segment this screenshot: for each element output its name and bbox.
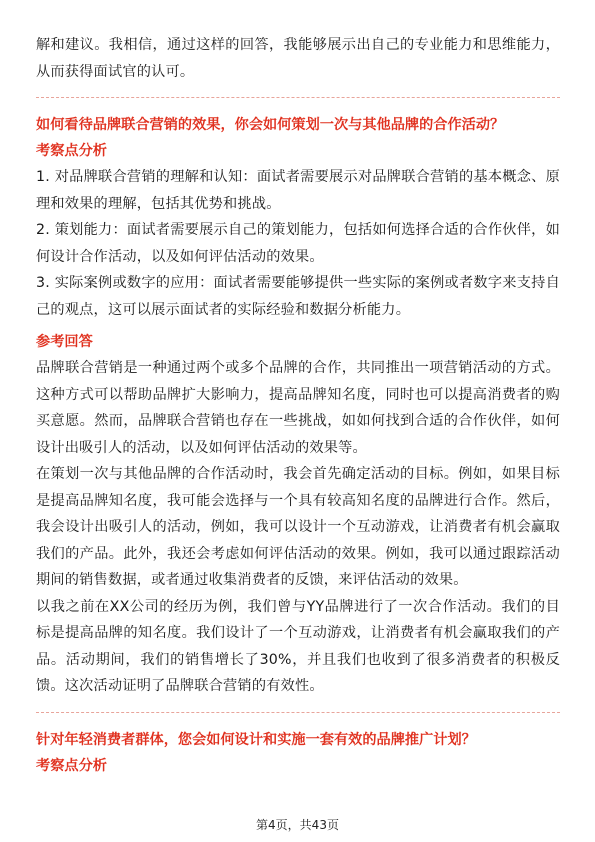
page-number: 第4页，共43页	[256, 818, 339, 832]
question-title: 如何看待品牌联合营销的效果，你会如何策划一次与其他品牌的合作活动？	[36, 117, 505, 133]
analysis-item: 1. 对品牌联合营销的理解和认知：面试者需要展示对品牌联合营销的基本概念、原理和效果的理解，包括其优势和挑战。	[36, 169, 560, 212]
analysis-item: 3. 实际案例或数字的应用：面试者需要能够提供一些实际的案例或者数字来支持自己的观点，这可以展示面试者的实际经验和数据分析能力。	[36, 275, 560, 318]
answer-heading: 参考回答	[36, 334, 93, 350]
section-divider	[36, 97, 560, 98]
intro-paragraph: 解和建议。我相信，通过这样的回答，我能够展示出自己的专业能力和思维能力，从而获得面试官的认可。	[36, 37, 560, 80]
section-divider	[36, 712, 560, 713]
answer-body	[36, 355, 560, 700]
analysis-heading: 考察点分析	[36, 143, 107, 159]
answer-paragraph: 品牌联合营销是一种通过两个或多个品牌的合作，共同推出一项营销活动的方式。这种方式可以帮助品牌扩大影响力，提高品牌知名度，同时也可以提高消费者的购买意愿。然而，品牌联合营销也存在一些挑战，如如何找到合适的合作伙伴，如何设计出吸引人的活动，以及如何评估活动的效果等。	[36, 360, 560, 456]
document-page	[36, 32, 560, 779]
question-title: 针对年轻消费者群体，您会如何设计和实施一套有效的品牌推广计划？	[36, 731, 476, 748]
answer-paragraph: 以我之前在XX公司的经历为例，我们曾与YY品牌进行了一次合作活动。我们的目标是提高品牌的知名度。我们设计了一个互动游戏，让消费者有机会赢取我们的产品。活动期间，我们的销售增长了30%，并且我们也收到了很多消费者的积极反馈。这次活动证明了品牌联合营销的有效性。	[36, 598, 560, 694]
answer-paragraph: 在策划一次与其他品牌的合作活动时，我会首先确定活动的目标。例如，如果目标是提高品牌知名度，我可能会选择与一个具有较高知名度的品牌进行合作。然后，我会设计出吸引人的活动，例如，我可以设计一个互动游戏，让消费者有机会赢取我们的产品。此外，我还会考虑如何评估活动的效果。例如，我可以通过跟踪活动期间的销售数据，或者通过收集消费者的反馈，来评估活动的效果。	[36, 466, 560, 588]
analysis-heading: 考察点分析	[36, 757, 107, 774]
analysis-list	[36, 164, 560, 323]
analysis-item: 2. 策划能力：面试者需要展示自己的策划能力，包括如何选择合适的合作伙伴，如何设计合作活动，以及如何评估活动的效果。	[36, 222, 560, 265]
